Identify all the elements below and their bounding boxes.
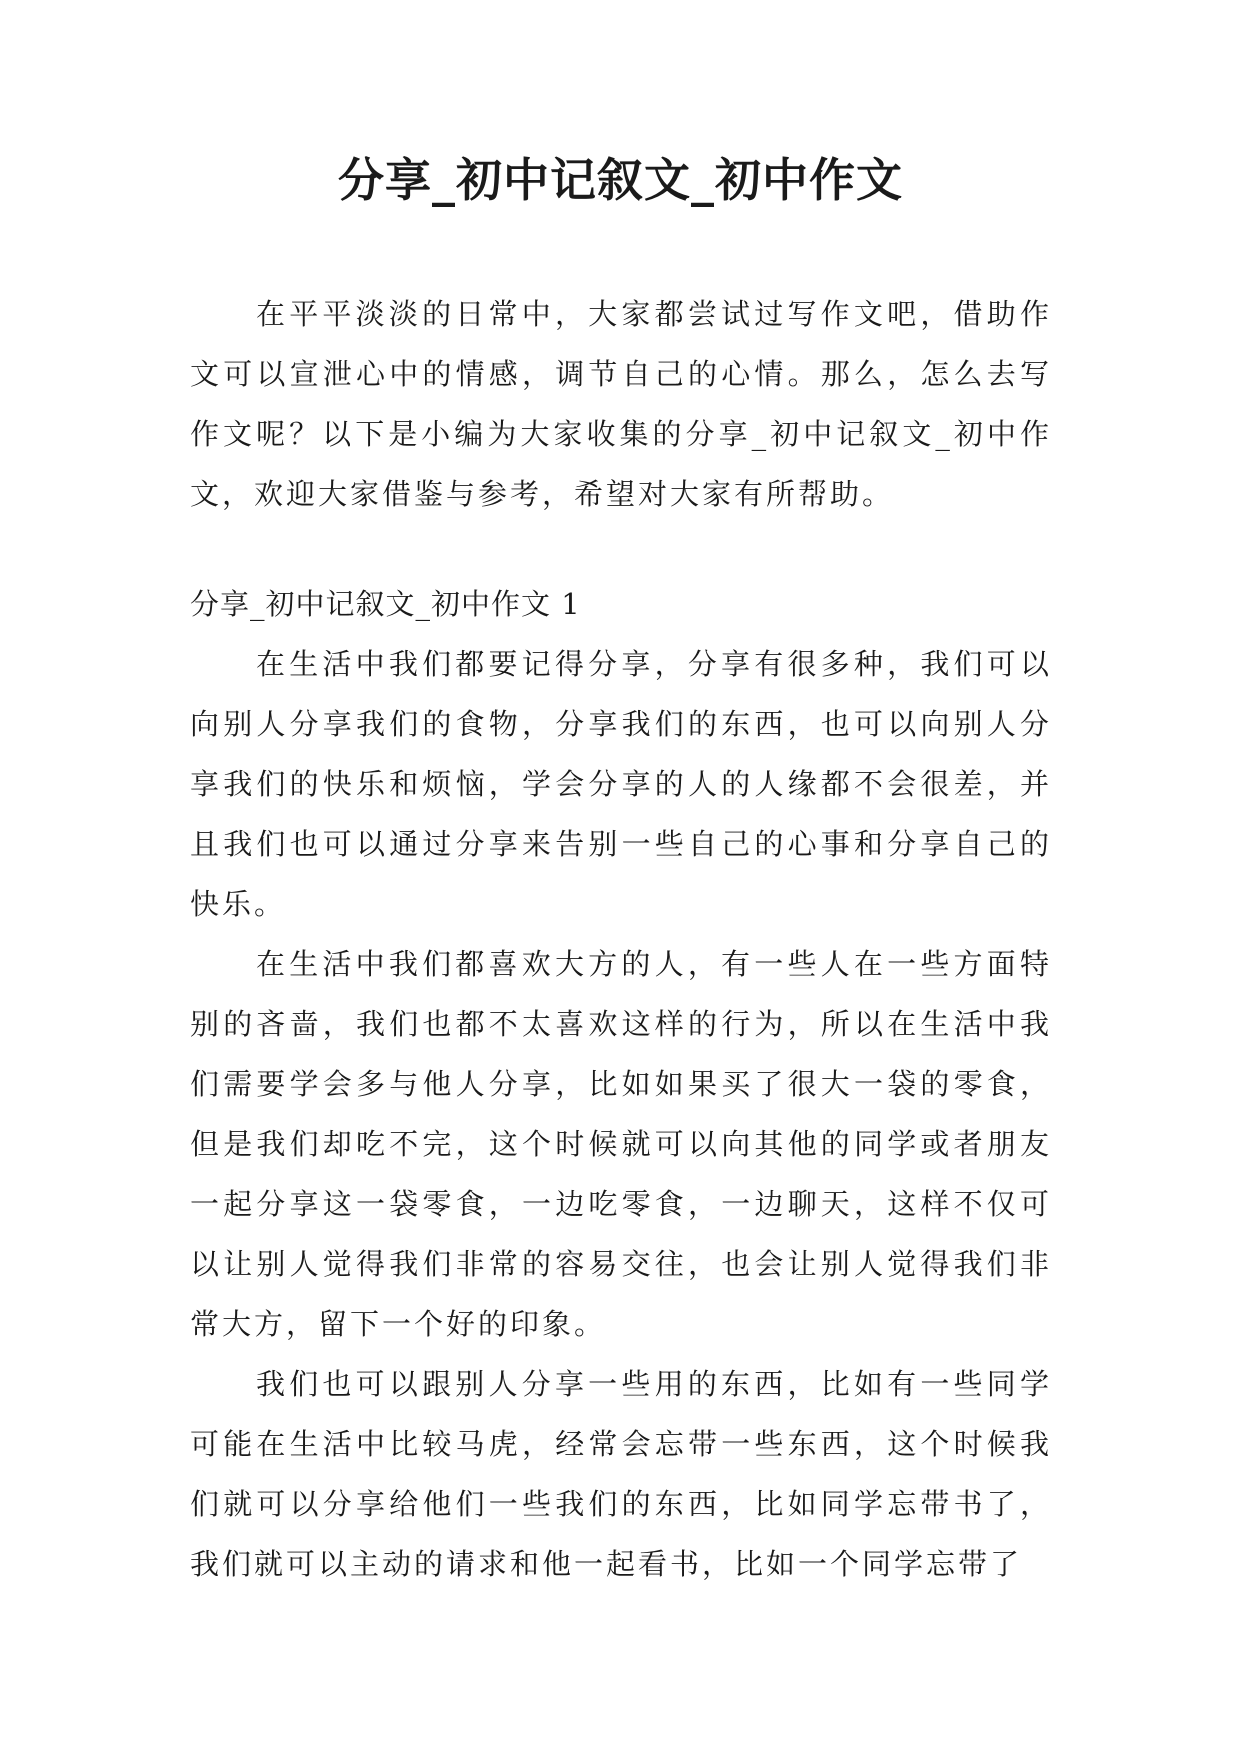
body-paragraph-2: 在生活中我们都喜欢大方的人，有一些人在一些方面特别的吝啬，我们也都不太喜欢这样的行为，所以在生活中我们需要学会多与他人分享，比如如果买了很大一袋的零食，但是我们却吃不完，这个时候就可以向其他的同学或者朋友一起分享这一袋零食，一边吃零食，一边聊天，这样不仅可以让别人觉得我们非常的容易交往，也会让别人觉得我们非常大方，留下一个好的印象。 — [190, 947, 1052, 1341]
intro-paragraph: 在平平淡淡的日常中，大家都尝试过写作文吧，借助作文可以宣泄心中的情感，调节自己的心情。那么，怎么去写作文呢？以下是小编为大家收集的分享_初中记叙文_初中作文，欢迎大家借鉴与参考，希望对大家有所帮助。 — [190, 297, 1052, 511]
document-body — [190, 284, 1052, 1594]
document-title: 分享_初中记叙文_初中作文 — [338, 153, 903, 207]
body-paragraph-1: 在生活中我们都要记得分享，分享有很多种，我们可以向别人分享我们的食物，分享我们的东西，也可以向别人分享我们的快乐和烦恼，学会分享的人的人缘都不会很差，并且我们也可以通过分享来告别一些自己的心事和分享自己的快乐。 — [190, 647, 1052, 921]
body-paragraph-3: 我们也可以跟别人分享一些用的东西，比如有一些同学可能在生活中比较马虎，经常会忘带一些东西，这个时候我们就可以分享给他们一些我们的东西，比如同学忘带书了，我们就可以主动的请求和他一起看书，比如一个同学忘带了 — [190, 1367, 1052, 1581]
section-heading: 分享_初中记叙文_初中作文 1 — [190, 587, 581, 621]
